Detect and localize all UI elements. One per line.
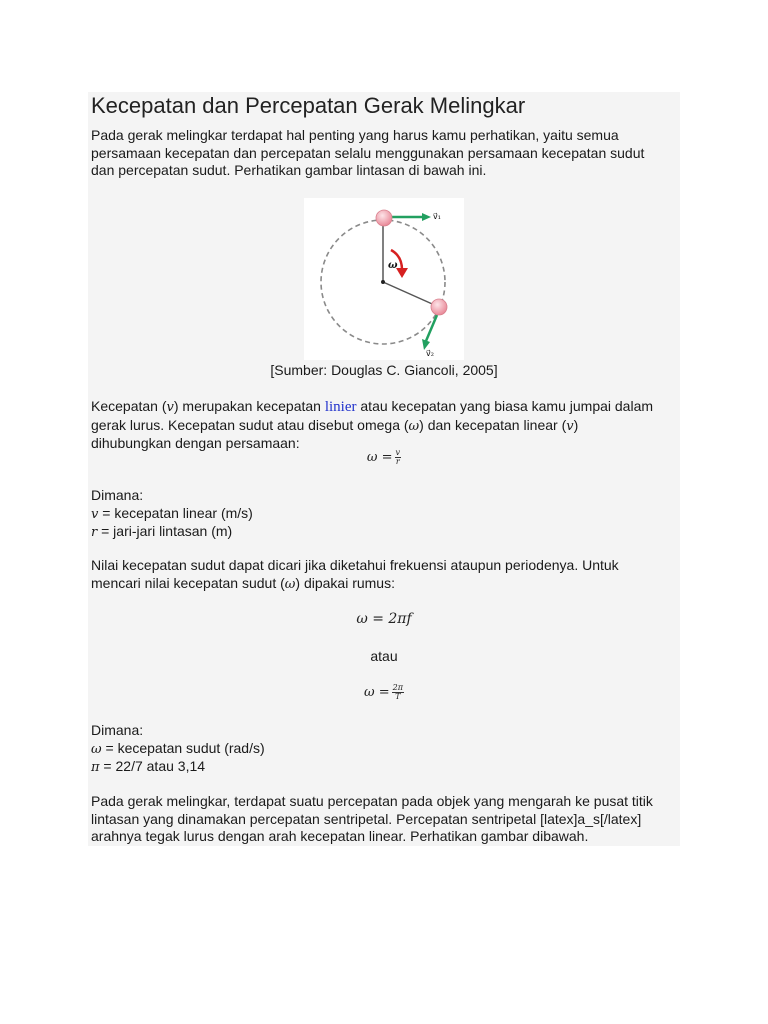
circular-motion-diagram	[304, 198, 464, 360]
centripetal-line: lintasan yang dinamakan percepatan sentripetal. Percepatan sentripetal [latex]a_s[/latex]	[91, 810, 642, 827]
omega-label: ω	[388, 260, 398, 271]
intro-line: Pada gerak melingkar terdapat hal penting yang harus kamu perhatikan, yaitu semua	[91, 127, 619, 143]
where-pi: π = 22/7 atau 3,14	[91, 758, 206, 775]
omega-arrowhead	[396, 268, 408, 278]
equation-omega-2pif: ω = 2πf	[356, 611, 412, 627]
centripetal-line: arahnya tegak lurus dengan arah kecepatan linear. Perhatikan gambar dibawah.	[91, 828, 589, 844]
center-point	[381, 280, 385, 284]
where-r: r = jari-jari lintasan (m)	[91, 523, 233, 540]
velocity-arrow-2	[426, 315, 437, 341]
v2-label: v⃗₂	[426, 349, 434, 358]
where-heading: Dimana:	[91, 487, 144, 503]
radius-line-2	[383, 282, 439, 307]
intro-line: dan percepatan sudut. Perhatikan gambar lintasan di bawah ini.	[91, 162, 487, 178]
intro-paragraph	[91, 127, 681, 180]
equation-omega-v-over-r: ω = $\frac{v}{r}$	[366, 448, 401, 466]
velocity-paragraph	[91, 398, 681, 453]
atau-text: atau	[370, 648, 398, 664]
ball-bottom-right	[431, 299, 447, 315]
where-block-1	[91, 487, 681, 542]
centripetal-line: Pada gerak melingkar, terdapat suatu percepatan pada objek yang mengarah ke pusat titik	[91, 793, 653, 809]
where-omega: ω = kecepatan sudut (rad/s)	[91, 739, 265, 757]
equation-omega-2pi-over-t: ω = $\frac{2\pi}{T}$	[364, 683, 403, 701]
velocity-line-3: dihubungkan dengan persamaan:	[91, 435, 300, 451]
frequency-paragraph	[91, 557, 681, 593]
where-block-2	[91, 722, 681, 777]
fraction-2pi-t: $\frac{2\pi}{T}$	[392, 683, 403, 701]
intro-line: persamaan kecepatan dan percepatan selalu menggunakan persamaan kecepatan sudut	[91, 144, 645, 161]
where-v: v = kecepatan linear (m/s)	[91, 504, 253, 522]
linier-link[interactable]: linier	[324, 399, 357, 415]
centripetal-paragraph	[91, 793, 681, 846]
fraction-v-r: $\frac{v}{r}$	[395, 448, 401, 466]
figure-caption: [Sumber: Douglas C. Giancoli, 2005]	[270, 362, 498, 378]
frequency-line-2: mencari nilai kecepatan sudut (ω) dipakai rumus:	[91, 574, 395, 592]
circular-motion-figure	[304, 198, 464, 360]
ball-top	[376, 210, 392, 226]
page-title: Kecepatan dan Percepatan Gerak Melingkar	[91, 93, 526, 118]
frequency-line-1: Nilai kecepatan sudut dapat dicari jika diketahui frekuensi ataupun periodenya. Untuk	[91, 557, 619, 573]
velocity-line-2: gerak lurus. Kecepatan sudut atau disebut omega (ω) dan kecepatan linear (v)	[91, 416, 579, 434]
velocity-arrowhead-1	[422, 213, 431, 221]
velocity-line-1: Kecepatan (v) merupakan kecepatan linier atau kecepatan yang biasa kamu jumpai dalam	[91, 398, 654, 415]
v1-label: v⃗₁	[433, 212, 441, 221]
where-heading: Dimana:	[91, 722, 144, 738]
